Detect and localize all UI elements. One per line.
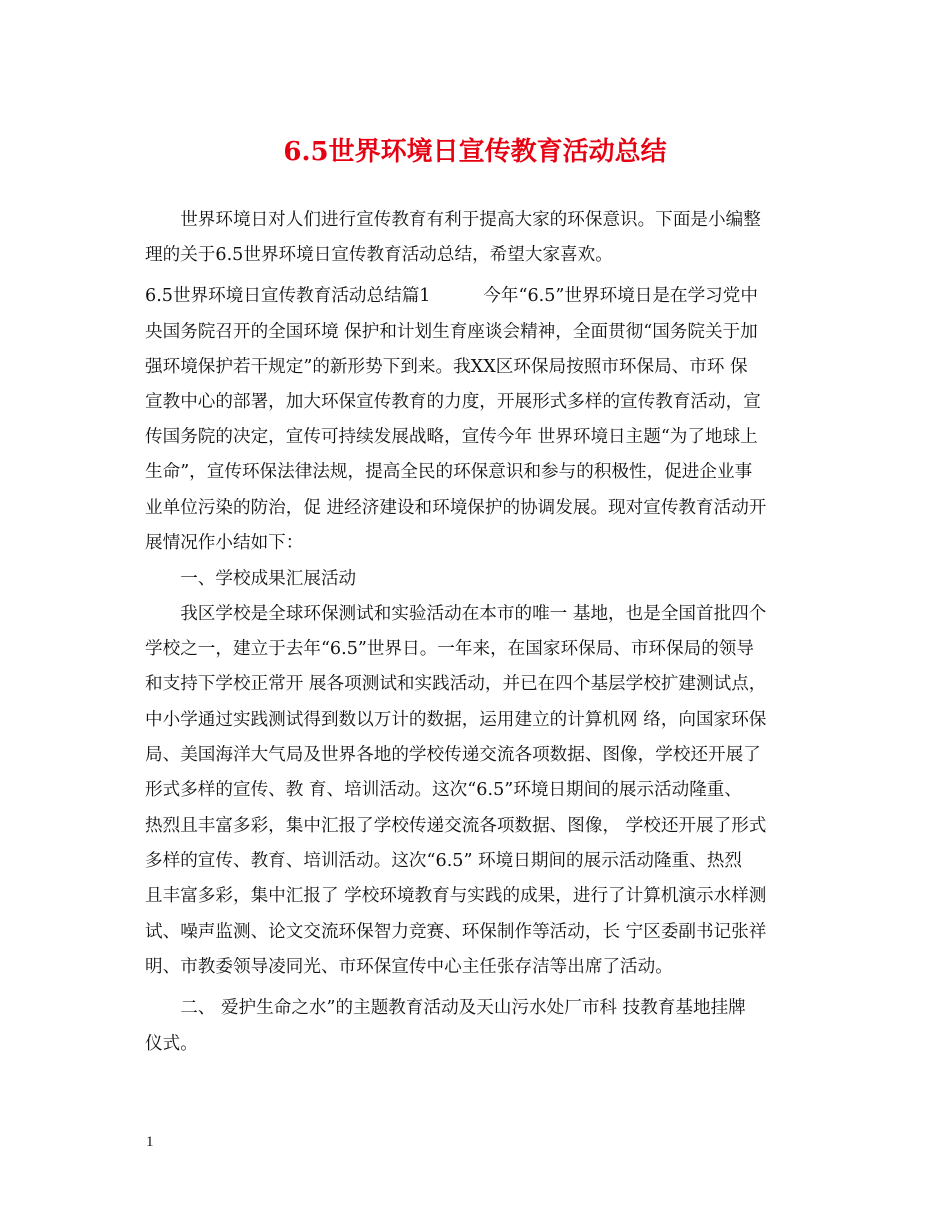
body-line: 展情况作小结如下： [145, 533, 304, 553]
body-line: 明、市教委领导凌同光、市环保宣传中心主任张存洁等出席了活动。 [145, 957, 673, 977]
body-line: 且丰富多彩，集中汇报了 学校环境教育与实践的成果，进行了计算机演示水样测 [145, 886, 767, 906]
body-line: 强环境保护若干规定”的新形势下到来。我XX区环保局按照市环保局、市环 保 [145, 357, 748, 377]
body-line: 央国务院召开的全国环境 保护和计划生育座谈会精神，全面贯彻“国务院关于加 [145, 322, 758, 342]
body-line: 局、美国海洋大气局及世界各地的学校传递交流各项数据、图像，学校还开展了 [145, 745, 761, 765]
body-line: 生命”，宣传环保法律法规，提高全民的环保意识和参与的积极性，促进企业事 [145, 462, 753, 482]
body-line: 6.5世界环境日宣传教育活动总结篇1 今年“6.5”世界环境日是在学习党中 [145, 286, 758, 306]
body-line: 学校之一，建立于去年“6.5”世界日。一年来，在国家环保局、市环保局的领导 [145, 639, 754, 659]
body-line: 形式多样的宣传、教 育、培训活动。这次“6.5”环境日期间的展示活动隆重、 [145, 780, 742, 800]
body-line: 仪式。 [145, 1034, 198, 1054]
body-line: 业单位污染的防治，促 进经济建设和环境保护的协调发展。现对宣传教育活动开 [145, 498, 767, 518]
section-heading: 二、 爱护生命之水”的主题教育活动及天山污水处厂市科 技教育基地挂牌 [145, 998, 746, 1018]
body-line: 世界环境日对人们进行宣传教育有利于提高大家的环保意识。下面是小编整 [145, 210, 761, 230]
body-line: 理的关于6.5世界环境日宣传教育活动总结，希望大家喜欢。 [145, 245, 613, 265]
document-title: 6.5世界环境日宣传教育活动总结 [283, 137, 667, 167]
body-line: 中小学通过实践测试得到数以万计的数据，运用建立的计算机网 络，向国家环保 [145, 710, 767, 730]
section-heading: 一、学校成果汇展活动 [145, 569, 357, 589]
body-line: 试、噪声监测、论文交流环保智力竞赛、环保制作等活动，长 宁区委副书记张祥 [145, 922, 767, 942]
body-line: 多样的宣传、教育、培训活动。这次“6.5” 环境日期间的展示活动隆重、热烈 [145, 851, 742, 871]
page-number: 1 [146, 1134, 154, 1150]
body-line: 热烈且丰富多彩，集中汇报了学校传递交流各项数据、图像， 学校还开展了形式 [145, 816, 767, 836]
body-line: 我区学校是全球环保测试和实验活动在本市的唯一 基地，也是全国首批四个 [145, 604, 767, 624]
body-line: 和支持下学校正常开 展各项测试和实践活动，并已在四个基层学校扩建测试点， [145, 674, 767, 694]
body-line: 宣教中心的部署，加大环保宣传教育的力度，开展形式多样的宣传教育活动，宣 [145, 392, 761, 412]
body-line: 传国务院的决定，宣传可持续发展战略，宣传今年 世界环境日主题“为了地球上 [145, 427, 758, 447]
